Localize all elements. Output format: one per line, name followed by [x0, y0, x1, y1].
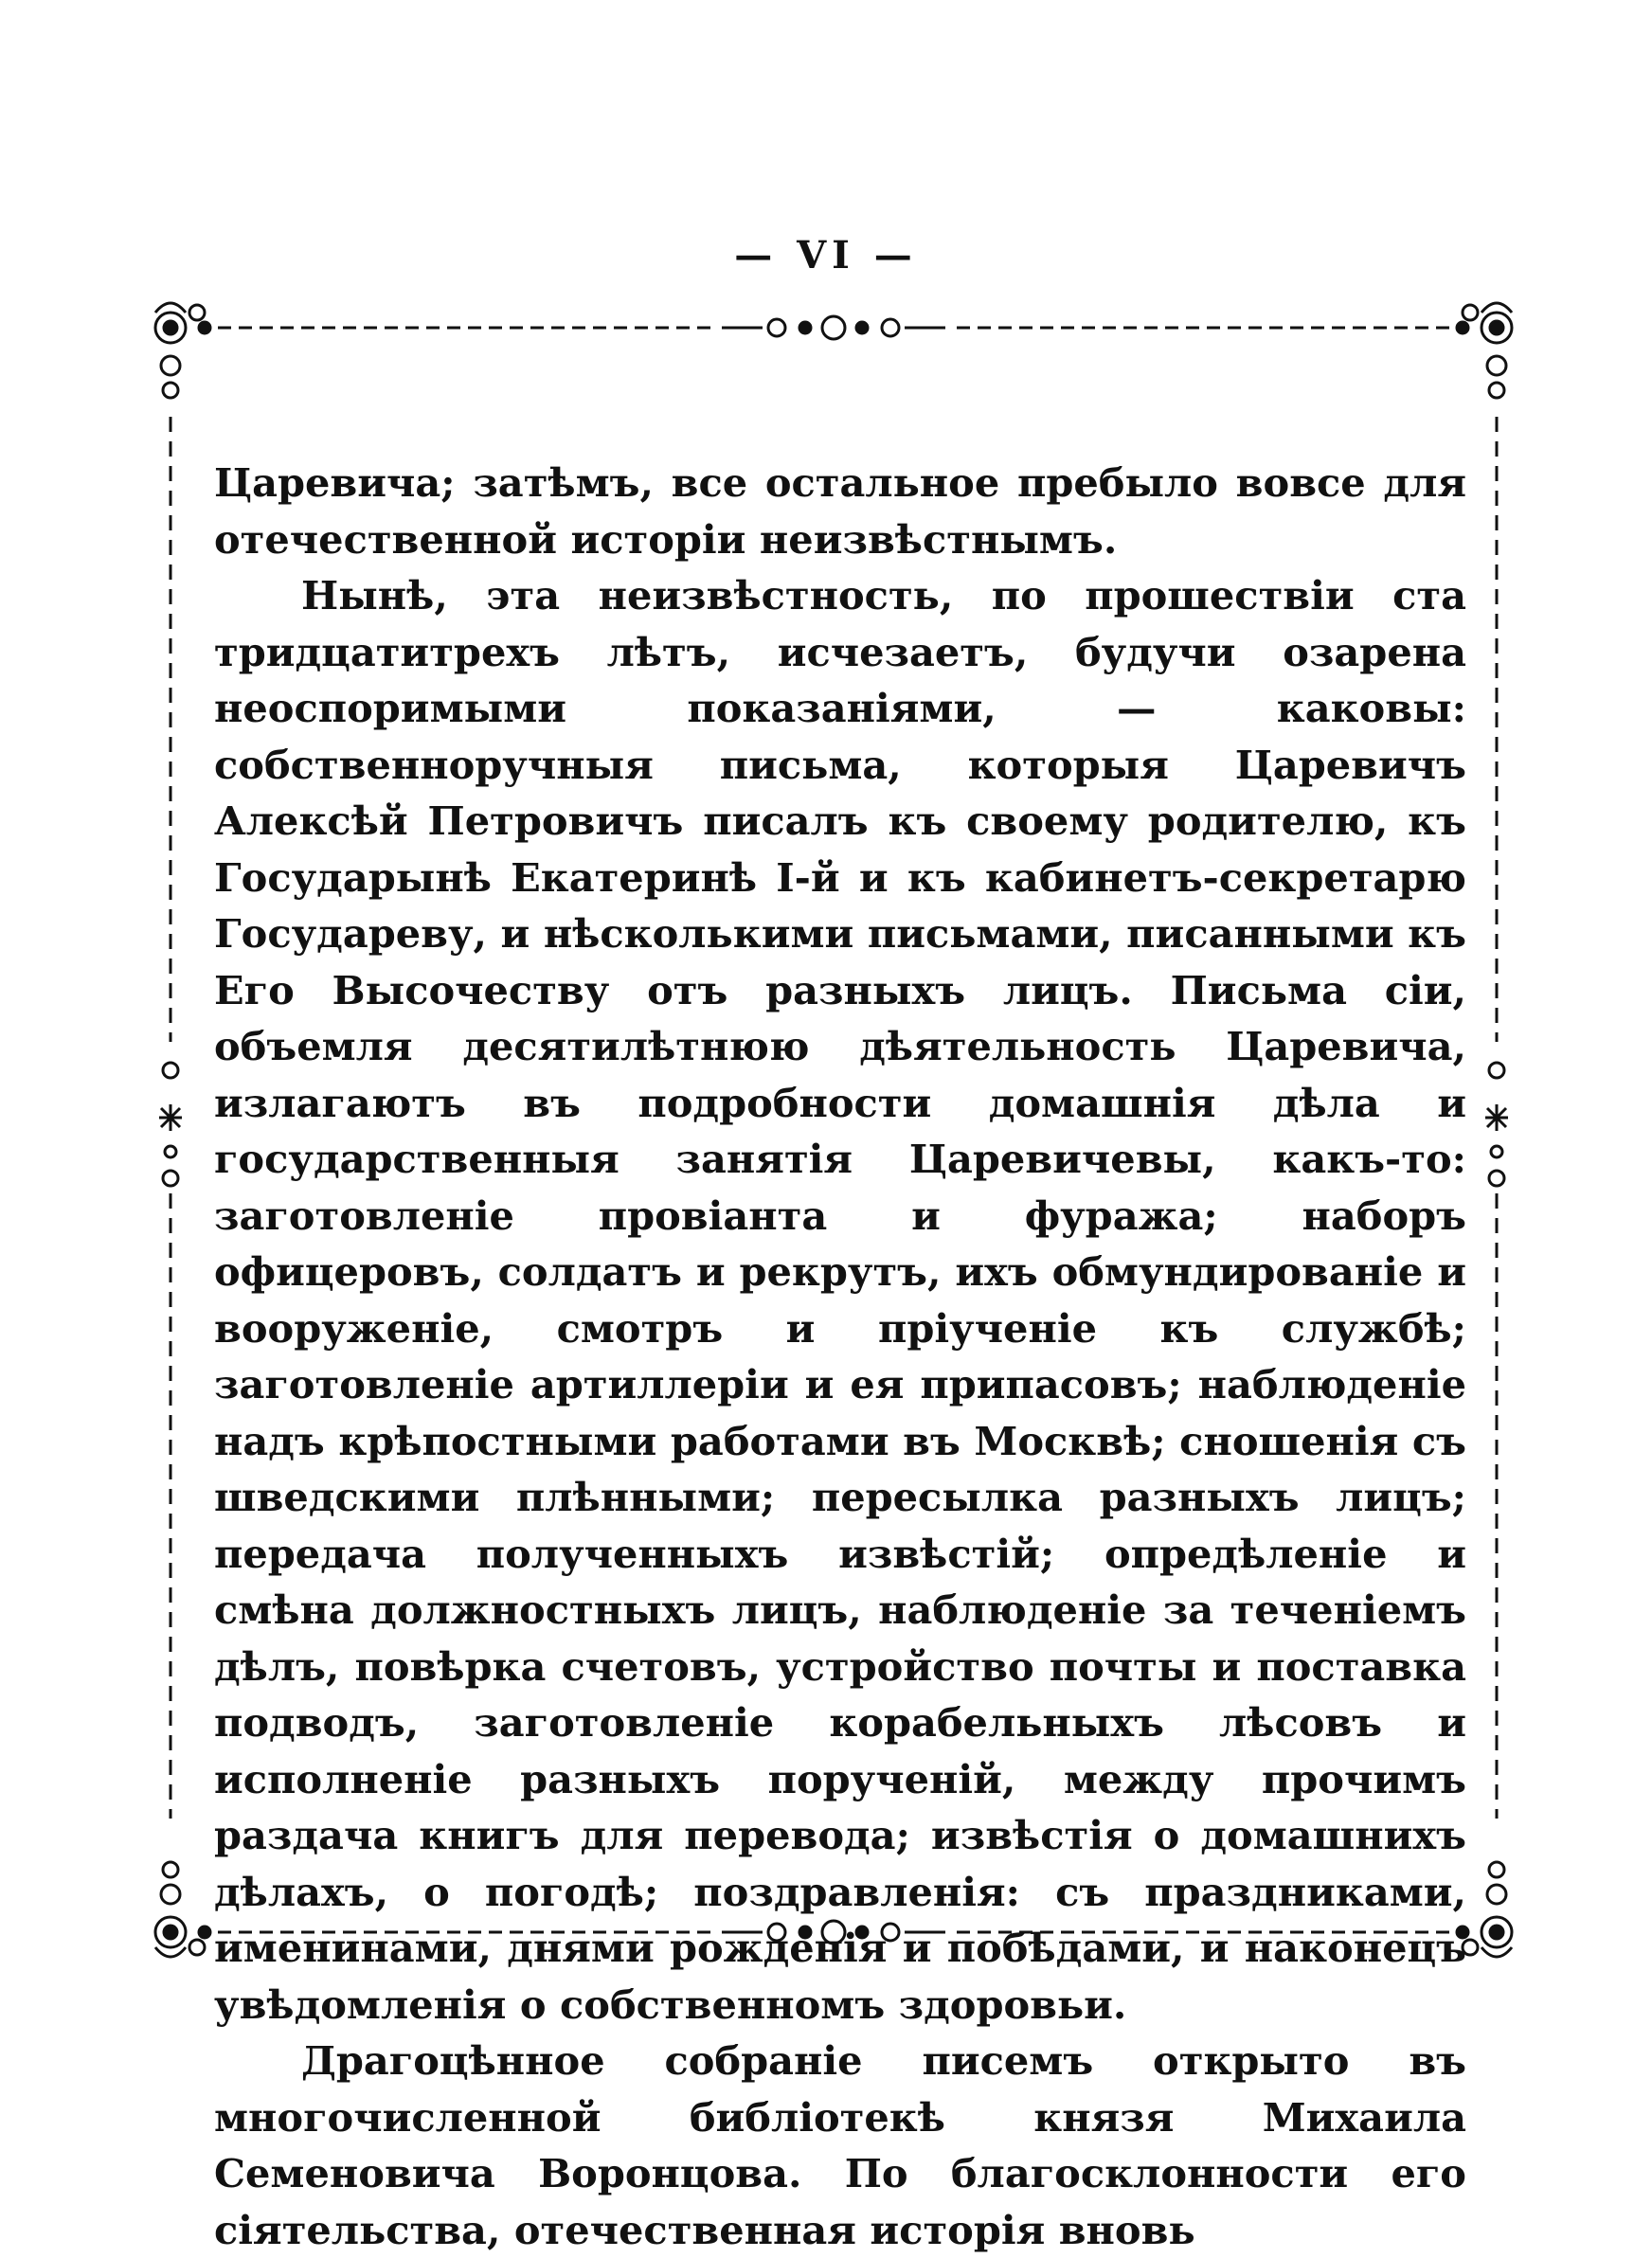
fleuron-icon	[159, 1063, 182, 1186]
paragraph-continuation: Царевича; затѣмъ, все остальное пребыло вовсе для отечественной исторіи неизвѣстнымъ.	[214, 459, 1466, 563]
fleuron-icon	[1485, 1063, 1508, 1186]
paragraph-letters-description: Нынѣ, эта неизвѣстность, по прошествіи ста тридцатитрехъ лѣтъ, исчезаетъ, будучи озарена неоспоримыми показаніями, — каковы: собственноручныя письма, которыя Царевичъ Алексѣй Петровичъ писалъ къ своему родителю, къ Государынѣ Екатеринѣ I-й и къ кабинетъ-секретарю Государеву, и нѣсколькими письмами, писанными къ Его Высочеству отъ разныхъ лицъ. Письма сіи, объемля десятилѣтнюю дѣятельность Царевича, излагаютъ въ подробности домашнія дѣла и государственныя занятія Царевичевы, какъ-то: заготовленіе провіанта и фуража; наборъ офицеровъ, солдатъ и рекрутъ, ихъ обмундированіе и вооруженіе, смотръ и пріученіе къ службѣ; заготовленіе артиллеріи и ея припасовъ; наблюденіе надъ крѣпостными работами въ Москвѣ; сношенія съ шведскими плѣнными; пересылка разныхъ лицъ; передача полученныхъ извѣстій; опредѣленіе и смѣна должностныхъ лицъ, наблюденіе за теченіемъ дѣлъ, повѣрка счетовъ, устройство почты и поставка подводъ, заготовленіе корабельныхъ лѣсовъ и исполненіе разныхъ порученій, между прочимъ раздача книгъ для перевода; извѣстія о домашнихъ дѣлахъ, о погодѣ; поздравленія: съ праздниками, именинами, днями рожденія и побѣдами, и наконецъ увѣдомленія о собственномъ здоровьи.	[214, 572, 1466, 2028]
floral-corner-icon	[155, 1862, 210, 1957]
body-text	[214, 455, 1466, 2253]
fleuron-icon	[722, 316, 945, 339]
floral-corner-icon	[1457, 303, 1512, 398]
floral-corner-icon	[155, 303, 210, 398]
page-number: — VI —	[734, 233, 918, 278]
paragraph-collection-origin: Драгоцѣнное собраніе писемъ открыто въ многочисленной библіотекѣ князя Михаила Семеновича Воронцова. По благосклонности его сіятельства, отечественная исторія вновь	[214, 2037, 1466, 2253]
